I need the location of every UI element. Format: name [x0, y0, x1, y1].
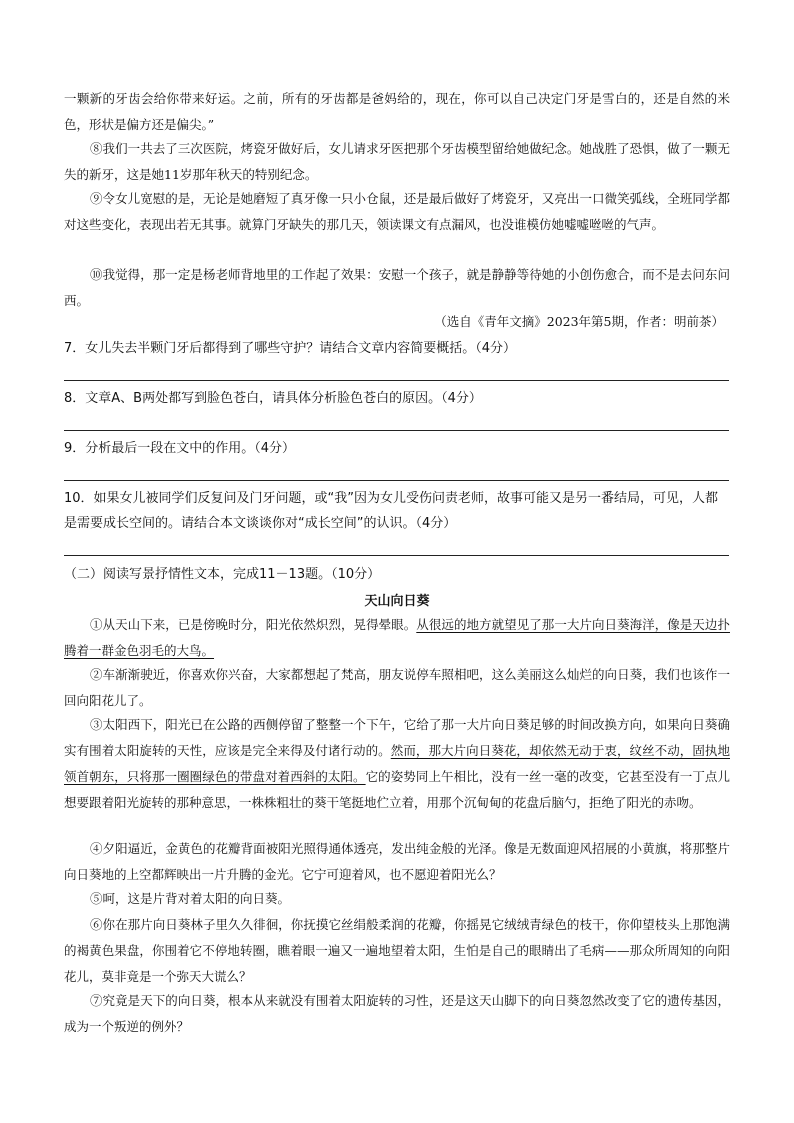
- p3-text-c: 它的姿势同上午相比，没有一丝一毫的改变，它甚至没有一丁点儿想要跟着阳光旋转的那种意思，一株株粗壮的葵干笔挺地伫立着，用那个沉甸甸的花盘后脑勺，拒绝了阳光的赤吻。: [64, 769, 730, 810]
- passage-paragraph-9: ⑨令女儿宽慰的是，无论是她磨短了真牙像一只小仓鼠，还是最后做好了烤瓷牙，又亮出一口微笑弧线，全班同学都对这些变化，表现出若无其事。就算门牙缺失的那几天，领读课文有点漏风，也没谁模仿她嘘嘘咝咝的气声。: [64, 191, 730, 232]
- answer-line-9[interactable]: [64, 480, 729, 481]
- section-2-heading: （二）阅读写景抒情性文本，完成11－13题。（10分）: [64, 567, 381, 582]
- question-8: 8．文章A、B两处都写到脸色苍白，请具体分析脸色苍白的原因。（4分）: [64, 391, 482, 406]
- p3-text-a: ③太阳西下，阳光已在公路的西侧停留了整整一个下午，它给了那一大片向日葵足够的时间改换方向，如果向日葵确实有围着太阳旋转的天性，应该是完全来得及付诸行动的。: [64, 717, 730, 758]
- article-paragraph-4: ④夕阳逼近，金黄色的花瓣背面被阳光照得通体透亮，发出纯金般的光泽。像是无数面迎风招展的小黄旗，将那整片向日葵地的上空都辉映出一片升腾的金光。它宁可迎着风，也不愿迎着阳光么？: [64, 841, 730, 882]
- answer-line-8[interactable]: [64, 430, 729, 431]
- passage-paragraph-8: ⑧我们一共去了三次医院，烤瓷牙做好后，女儿请求牙医把那个牙齿模型留给她做纪念。她战胜了恐惧，做了一颗无失的新牙，这是她11岁那年秋天的特别纪念。: [64, 141, 730, 182]
- article-paragraph-6: ⑥你在那片向日葵林子里久久徘徊，你抚摸它丝绢般柔润的花瓣，你摇晃它绒绒青绿色的枝干，你仰望枝头上那饱满的褐黄色果盘，你围着它不停地转圈，瞧着眼一遍又一遍地望着太阳，生怕是自己的眼睛出了毛病——那众所周知的向阳花儿，莫非竟是一个弥天大谎么？: [64, 917, 730, 984]
- passage-paragraph-continued: 一颗新的牙齿会给你带来好运。之前，所有的牙齿都是爸妈给的，现在，你可以自己决定门牙是雪白的，还是自然的米色，形状是偏方还是偏尖。”: [64, 91, 730, 132]
- article-paragraph-1: [64, 612, 730, 664]
- article-paragraph-3: [64, 712, 730, 816]
- p1-text: ①从天山下来，已是傍晚时分，阳光依然炽烈，晃得晕眼。: [90, 617, 417, 632]
- question-9: 9．分析最后一段在文中的作用。（4分）: [64, 441, 296, 456]
- article-title: 天山向日葵: [364, 594, 430, 609]
- passage-paragraph-10: ⑩我觉得，那一定是杨老师背地里的工作起了效果：安慰一个孩子，就是静静等待她的小创伤愈合，而不是去问东问西。: [64, 267, 730, 308]
- answer-line-7[interactable]: [64, 380, 729, 381]
- p3-underlined-text: 然而，那大片向日葵花，却依然无动于衷，纹丝不动，固执地领首朝东，只将那一圈圈绿色的带盘对着西斜的太阳。: [64, 743, 730, 784]
- article-paragraph-2: ②车渐渐驶近，你喜欢你兴奋，大家都想起了梵高，朋友说停车照相吧，这么美丽这么灿烂的向日葵，我们也该作一回向阳花儿了。: [64, 667, 730, 708]
- article-paragraph-5: ⑤呵，这是片背对着太阳的向日葵。: [90, 891, 291, 906]
- p1-underlined-text: 从很远的地方就望见了那一大片向日葵海洋，像是天边扑腾着一群金色羽毛的大鸟。: [64, 617, 730, 658]
- question-10: 10．如果女儿被同学们反复问及门牙问题，或“我”因为女儿受伤问责老师，故事可能又是另一番结局，可见，人都是需要成长空间的。请结合本文谈谈你对“成长空间”的认识。（4分）: [64, 491, 719, 531]
- answer-line-10[interactable]: [64, 555, 729, 556]
- passage-source: （选自《青年文摘》2023年第5期，作者：明前茶）: [434, 314, 724, 329]
- article-paragraph-7: ⑦究竟是天下的向日葵，根本从来就没有围着太阳旋转的习性，还是这天山脚下的向日葵忽然改变了它的遗传基因，成为一个叛逆的例外？: [64, 993, 730, 1034]
- question-7: 7．女儿失去半颗门牙后都得到了哪些守护？请结合文章内容简要概括。（4分）: [64, 341, 517, 356]
